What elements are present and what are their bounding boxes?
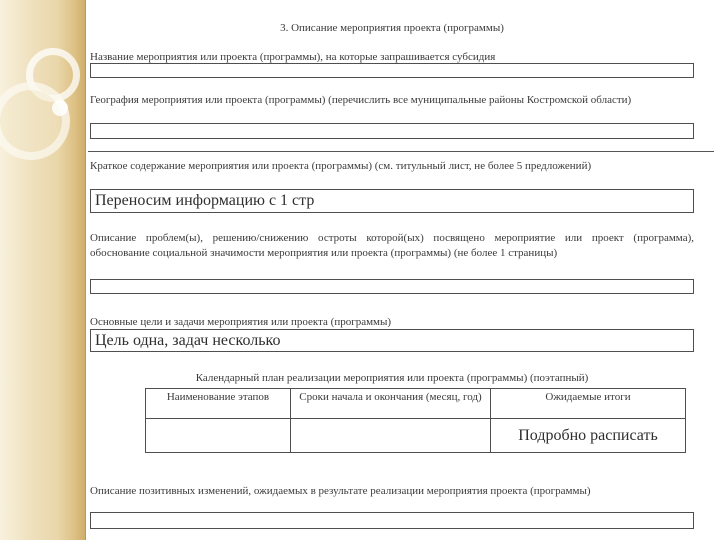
sidebar-decoration bbox=[0, 0, 86, 540]
table-header-stages: Наименование этапов bbox=[146, 389, 291, 419]
calendar-plan-table bbox=[145, 388, 685, 453]
project-name-label: Название мероприятия или проекта (программы), на которые запрашивается субсидия bbox=[90, 51, 496, 63]
problem-description-input[interactable] bbox=[90, 279, 694, 294]
divider-line bbox=[88, 151, 714, 152]
table-cell-results[interactable]: Подробно расписать bbox=[491, 419, 686, 453]
decorative-circle bbox=[0, 82, 70, 160]
positive-changes-label: Описание позитивных изменений, ожидаемых в результате реализации мероприятия проекта (программы) bbox=[90, 485, 591, 497]
summary-label: Краткое содержание мероприятия или проекта (программы) (см. титульный лист, не более 5 предложений) bbox=[90, 160, 592, 172]
goals-input[interactable]: Цель одна, задач несколько bbox=[90, 329, 694, 352]
table-cell-dates[interactable] bbox=[291, 419, 491, 453]
geography-label: География мероприятия или проекта (программы) (перечислить все муниципальные районы Костромской области) bbox=[90, 94, 632, 106]
table-header-results: Ожидаемые итоги bbox=[491, 389, 686, 419]
decorative-circle bbox=[52, 100, 68, 116]
summary-input[interactable]: Переносим информацию с 1 стр bbox=[90, 189, 694, 213]
problem-description-label: Описание проблем(ы), решению/снижению остроты которой(ых) посвящено мероприятие или проект (программа), обоснование социальной значимости мероприятия или проекта (программы) (не более 1 страницы) bbox=[90, 232, 694, 259]
project-name-input[interactable] bbox=[90, 63, 694, 78]
positive-changes-input[interactable] bbox=[90, 512, 694, 529]
geography-input[interactable] bbox=[90, 123, 694, 139]
goals-label: Основные цели и задачи мероприятия или проекта (программы) bbox=[90, 316, 392, 328]
table-cell-stages[interactable] bbox=[146, 419, 291, 453]
table-header-dates: Сроки начала и окончания (месяц, год) bbox=[291, 389, 491, 419]
page-title: 3. Описание мероприятия проекта (программы) bbox=[280, 22, 504, 34]
calendar-plan-caption: Календарный план реализации мероприятия или проекта (программы) (поэтапный) bbox=[195, 372, 589, 384]
